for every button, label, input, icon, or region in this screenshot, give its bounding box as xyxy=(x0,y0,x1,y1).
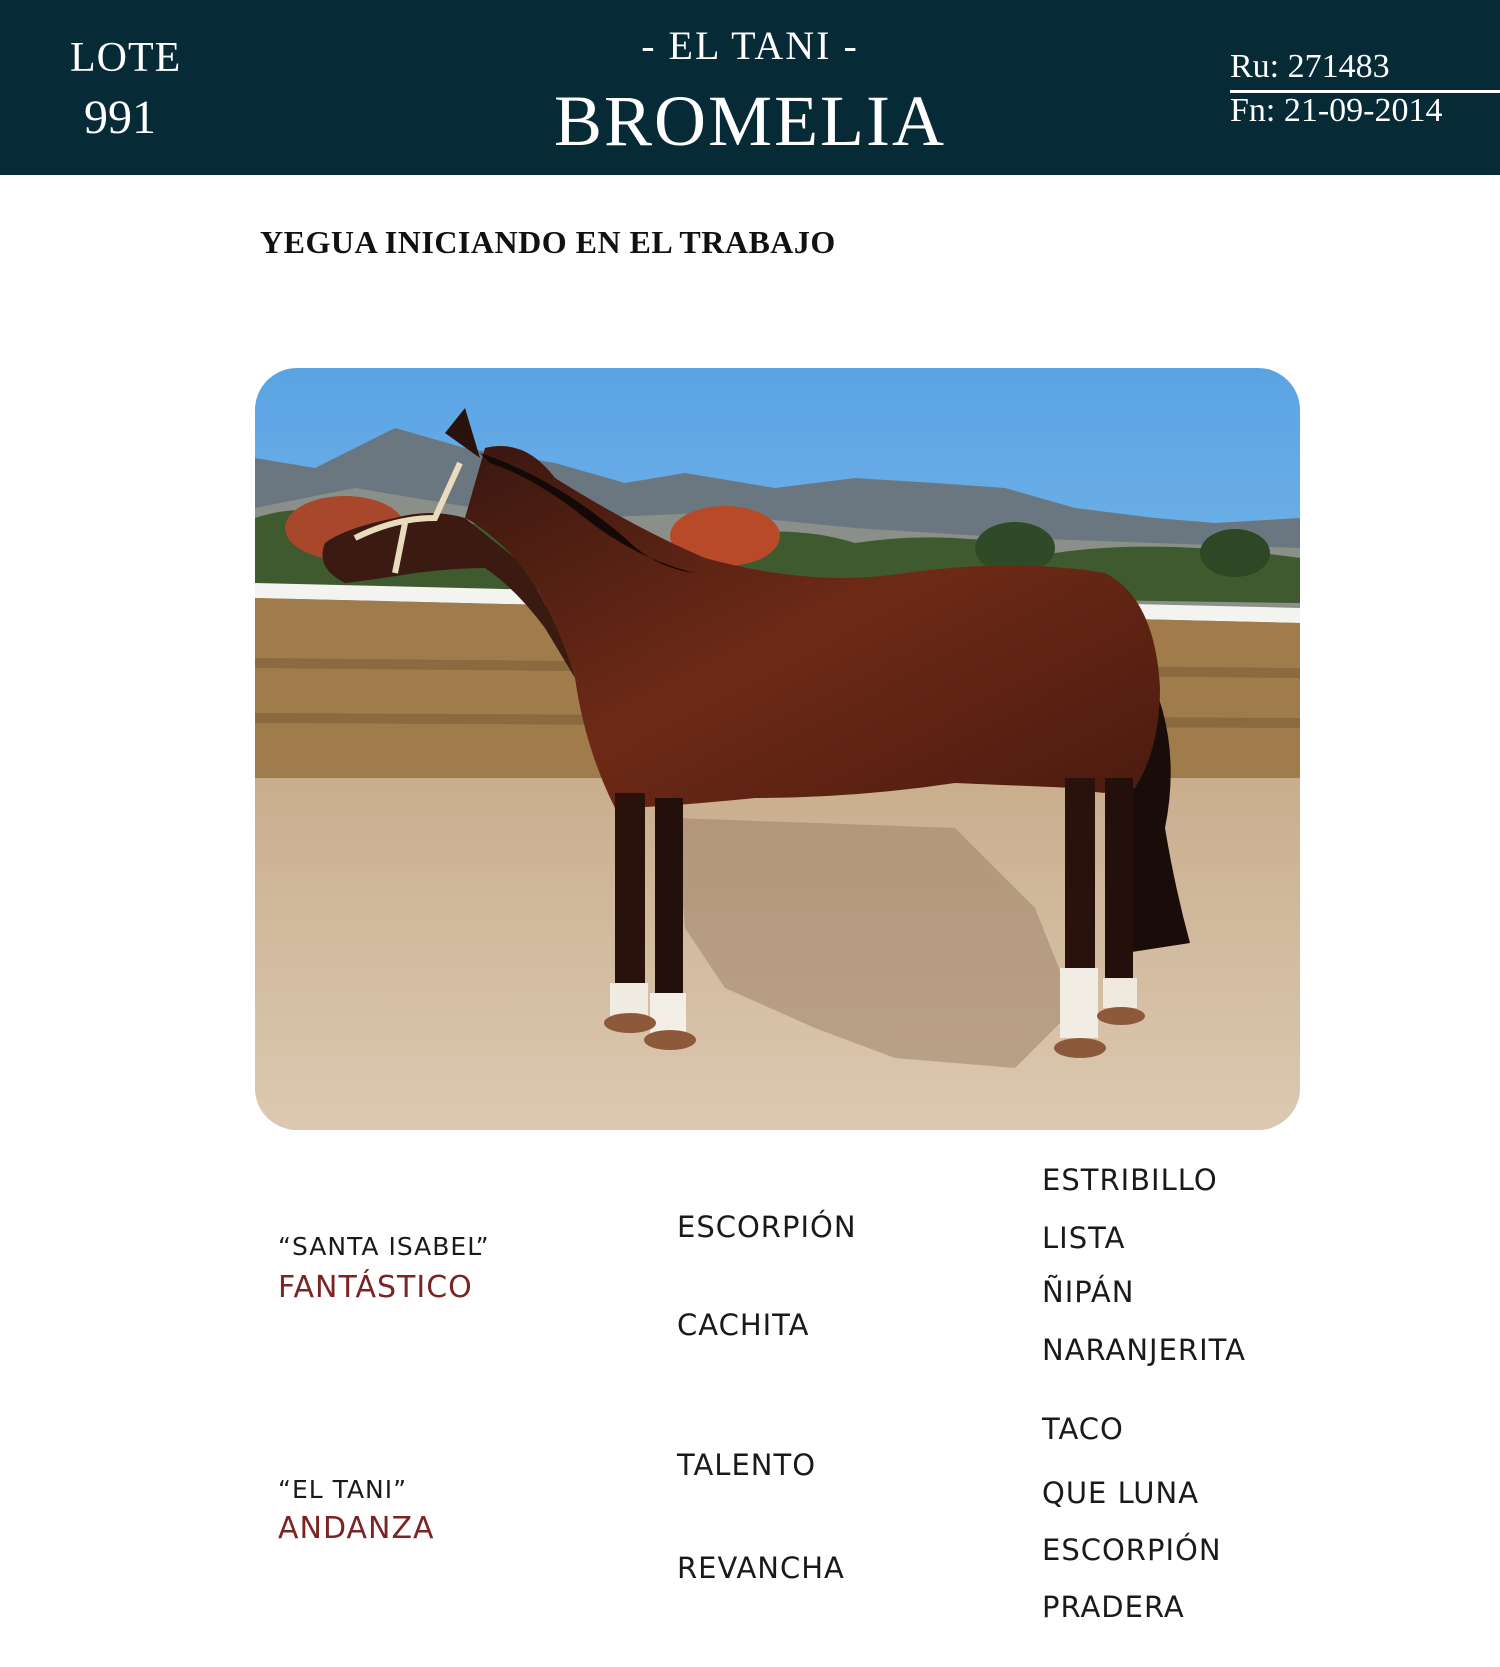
dam-grandparent-4: PRADERA xyxy=(1042,1590,1185,1624)
dam-grandparent-2: QUE LUNA xyxy=(1042,1476,1200,1510)
birth-date: Fn: 21-09-2014 xyxy=(1230,92,1443,129)
horse-name-title: BROMELIA xyxy=(554,81,946,161)
dam-name: ANDANZA xyxy=(278,1511,435,1546)
sire-grandparent-1: ESTRIBILLO xyxy=(1042,1163,1218,1197)
horse-photo-illustration xyxy=(255,368,1300,1130)
lot-number: 991 xyxy=(84,91,156,144)
horse-description: YEGUA INICIANDO EN EL TRABAJO xyxy=(260,224,836,260)
dam-grandparent-3: ESCORPIÓN xyxy=(1042,1533,1222,1567)
dam-dam: REVANCHA xyxy=(677,1551,845,1585)
sire-grandparent-2: LISTA xyxy=(1042,1221,1126,1255)
sire-dam: CACHITA xyxy=(677,1308,810,1342)
sire-name: FANTÁSTICO xyxy=(278,1270,473,1305)
horse-photo xyxy=(255,368,1300,1130)
lot-label: LOTE xyxy=(70,35,182,81)
dam-grandparent-1: TACO xyxy=(1042,1412,1124,1446)
sire-grandparent-4: NARANJERITA xyxy=(1042,1333,1246,1367)
sire-sire: ESCORPIÓN xyxy=(677,1210,857,1244)
registry-number: Ru: 271483 xyxy=(1230,48,1390,85)
dam-sire: TALENTO xyxy=(677,1448,817,1482)
breeder-subtitle: - EL TANI - xyxy=(641,23,859,68)
sire-grandparent-3: ÑIPÁN xyxy=(1042,1275,1135,1309)
header-banner xyxy=(0,0,1500,175)
dam-breeder: “EL TANI” xyxy=(278,1475,408,1504)
sire-breeder: “SANTA ISABEL” xyxy=(278,1232,490,1261)
